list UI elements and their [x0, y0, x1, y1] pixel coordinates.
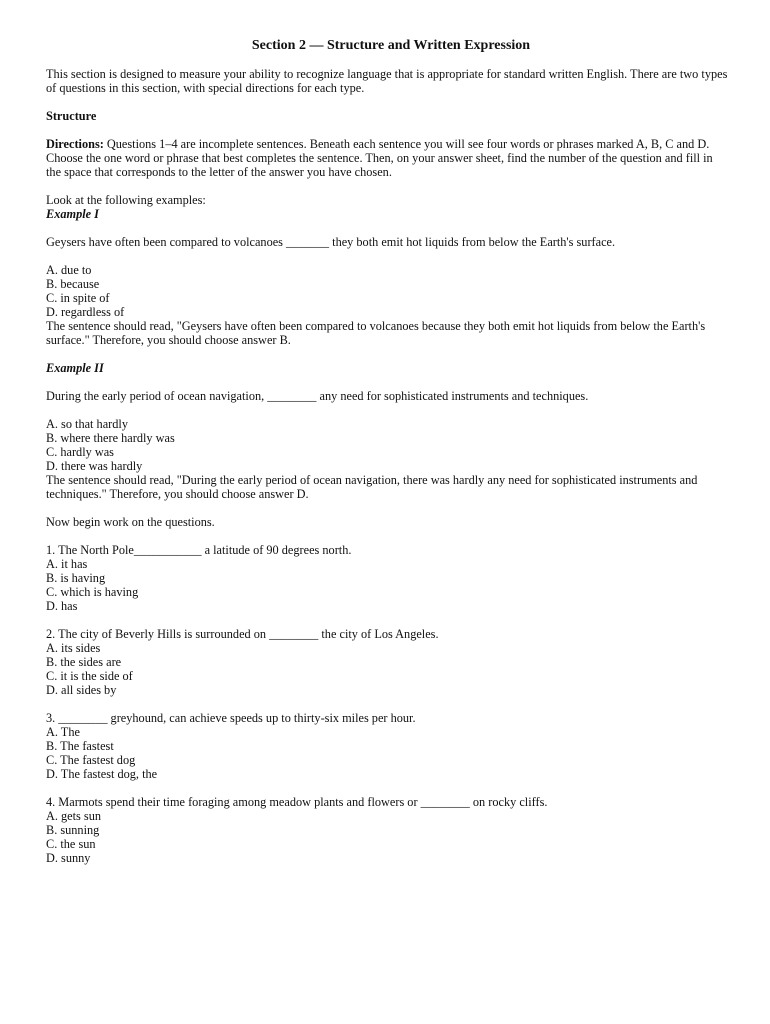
option-item: D. regardless of — [46, 305, 125, 319]
option-item: A. so that hardly — [46, 417, 128, 431]
example-1-label: Example I — [46, 207, 99, 221]
option-item: C. in spite of — [46, 291, 110, 305]
option-item: A. gets sun — [46, 809, 101, 823]
option-item: B. where there hardly was — [46, 431, 175, 445]
example-1-sentence: Geysers have often been compared to volcanoes _______ they both emit hot liquids from below the Earth's surface. — [46, 235, 616, 249]
option-item: C. the sun — [46, 837, 96, 851]
question-stem: 2. The city of Beverly Hills is surrounded on ________ the city of Los Angeles. — [46, 627, 439, 641]
option-item: A. due to — [46, 263, 92, 277]
option-item: B. is having — [46, 571, 106, 585]
example-1-options — [46, 263, 728, 319]
option-item: B. the sides are — [46, 655, 122, 669]
directions-label: Directions: — [46, 137, 104, 151]
option-item: D. The fastest dog, the — [46, 767, 158, 781]
option-item: B. The fastest — [46, 739, 114, 753]
page-title: Section 2 — Structure and Written Expression — [251, 38, 531, 53]
question-stem: 4. Marmots spend their time foraging among meadow plants and flowers or ________ on rocky cliffs. — [46, 795, 548, 809]
begin-instruction: Now begin work on the questions. — [46, 515, 215, 529]
option-item: B. because — [46, 277, 100, 291]
option-item: C. The fastest dog — [46, 753, 136, 767]
question-2 — [46, 627, 728, 697]
option-item: A. its sides — [46, 641, 101, 655]
option-item: D. there was hardly — [46, 459, 143, 473]
question-3 — [46, 711, 728, 781]
question-options — [46, 725, 728, 781]
question-1 — [46, 543, 728, 613]
examples-intro: Look at the following examples: — [46, 193, 206, 207]
option-item: C. it is the side of — [46, 669, 133, 683]
document-page — [46, 37, 728, 865]
option-item: C. which is having — [46, 585, 139, 599]
structure-heading: Structure — [46, 109, 97, 123]
option-item: D. sunny — [46, 851, 91, 865]
question-options — [46, 557, 728, 613]
intro-paragraph: This section is designed to measure your ability to recognize language that is appropriate for standard written English. There are two types of questions in this section, with special directions for each type. — [46, 67, 728, 95]
directions-text: Questions 1–4 are incomplete sentences. Beneath each sentence you will see four words or phrases marked A, B, C and D. Choose the one word or phrase that best completes the sentence. Then, on your answer sheet, find the number of the question and fill in the space that corresponds to the letter of the answer you have chosen. — [46, 137, 713, 179]
question-4 — [46, 795, 728, 865]
example-2-explanation: The sentence should read, "During the early period of ocean navigation, there was hardly any need for sophisticated instruments and techniques." Therefore, you should choose answer D. — [46, 473, 698, 501]
question-options — [46, 641, 728, 697]
option-item: D. has — [46, 599, 78, 613]
option-item: C. hardly was — [46, 445, 114, 459]
directions-paragraph — [46, 137, 728, 179]
option-item: B. sunning — [46, 823, 100, 837]
question-stem: 3. ________ greyhound, can achieve speeds up to thirty-six miles per hour. — [46, 711, 416, 725]
example-2-label: Example II — [46, 361, 104, 375]
example-2-sentence: During the early period of ocean navigation, ________ any need for sophisticated instruments and techniques. — [46, 389, 589, 403]
option-item: A. it has — [46, 557, 88, 571]
option-item: A. The — [46, 725, 80, 739]
option-item: D. all sides by — [46, 683, 117, 697]
question-options — [46, 809, 728, 865]
question-stem: 1. The North Pole___________ a latitude of 90 degrees north. — [46, 543, 352, 557]
example-2-options — [46, 417, 728, 473]
example-1-explanation: The sentence should read, "Geysers have often been compared to volcanoes because they both emit hot liquids from below the Earth's surface." Therefore, you should choose answer B. — [46, 319, 706, 347]
